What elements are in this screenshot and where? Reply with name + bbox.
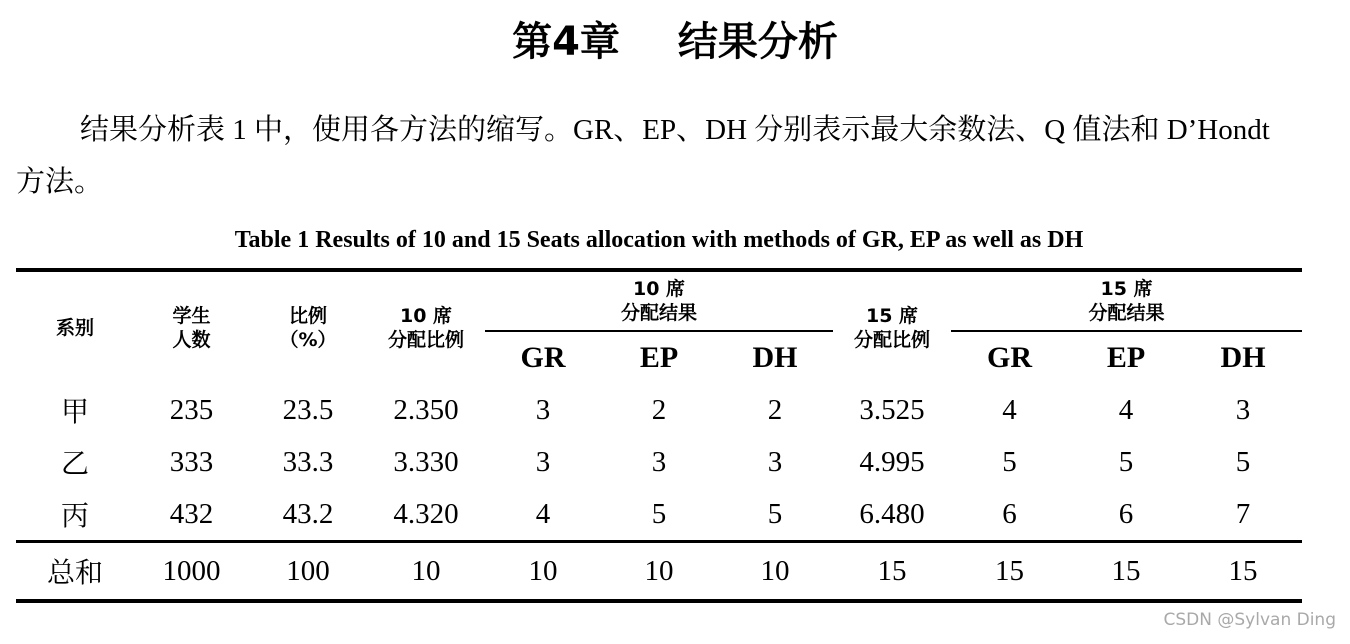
row-ep10: 5 — [651, 497, 667, 530]
subheader-ep-15: EP — [1106, 341, 1146, 374]
header-ratio15 — [833, 270, 951, 384]
total-students: 1000 — [162, 554, 221, 587]
subheader-ep-10: EP — [639, 341, 679, 374]
row-gr15: 4 — [1002, 393, 1017, 426]
row-dh10: 2 — [767, 393, 783, 426]
table-caption: Table 1 Results of 10 and 15 Seats allocation with methods of GR, EP as well as DH — [234, 227, 1084, 253]
subheader-gr-15: GR — [987, 341, 1033, 374]
header-dept: 系别 — [55, 317, 94, 339]
header-row — [16, 270, 1302, 331]
total-label: 总和 — [46, 556, 103, 589]
total-dh15: 15 — [1228, 554, 1258, 587]
row-dept: 甲 — [60, 395, 89, 428]
header-ratio — [249, 270, 367, 384]
row-ratio10: 4.320 — [393, 497, 459, 530]
row-dh10: 3 — [767, 445, 783, 478]
chapter-title: 结果分析 — [677, 19, 838, 65]
row-ratio15: 6.480 — [859, 497, 925, 530]
row-ep15: 6 — [1118, 497, 1134, 530]
subheader-dh-15: DH — [1220, 341, 1266, 374]
header-ratio10-text: 10 席 分配比例 — [387, 305, 464, 351]
total-row — [16, 542, 1302, 602]
row-ratio: 43.2 — [282, 497, 334, 530]
header-result10-text: 10 席 分配结果 — [621, 278, 698, 324]
chapter-heading — [0, 14, 1350, 70]
row-dh15: 3 — [1235, 393, 1251, 426]
header-result15-text: 15 席 分配结果 — [1088, 278, 1165, 324]
row-gr15: 5 — [1002, 445, 1017, 478]
row-ratio: 23.5 — [282, 393, 334, 426]
row-ratio10: 2.350 — [393, 393, 459, 426]
header-result10 — [485, 270, 833, 331]
row-students: 432 — [169, 497, 214, 530]
row-ratio15: 4.995 — [859, 445, 925, 478]
row-students: 235 — [169, 393, 214, 426]
total-ratio10: 10 — [411, 554, 441, 587]
row-gr10: 3 — [535, 445, 551, 478]
intro-paragraph: 结果分析表 1 中，使用各方法的缩写。GR、EP、DH 分别表示最大余数法、Q 值法和 D’Hondt 方法。 — [16, 114, 1270, 198]
row-dept: 乙 — [60, 447, 89, 480]
total-ratio15: 15 — [877, 554, 907, 587]
row-ep10: 3 — [651, 445, 667, 478]
chapter-number: 第4章 — [512, 19, 620, 65]
row-ratio15: 3.525 — [859, 393, 925, 426]
row-dh15: 7 — [1235, 497, 1251, 530]
row-gr10: 3 — [535, 393, 551, 426]
row-ratio10: 3.330 — [393, 445, 459, 478]
total-gr10: 10 — [528, 554, 558, 587]
subheader-gr-10: GR — [520, 341, 566, 374]
row-dh15: 5 — [1235, 445, 1251, 478]
row-dh10: 5 — [767, 497, 783, 530]
header-ratio15-text: 15 席 分配比例 — [854, 305, 931, 351]
row-students: 333 — [169, 445, 214, 478]
header-students — [134, 270, 249, 384]
row-dept: 丙 — [60, 499, 89, 532]
subheader-dh-10: DH — [752, 341, 798, 374]
table-row — [16, 436, 1302, 488]
header-ratio-text: 比例 （%） — [279, 305, 337, 351]
total-ep15: 15 — [1111, 554, 1141, 587]
row-gr15: 6 — [1002, 497, 1017, 530]
row-ratio: 33.3 — [282, 445, 334, 478]
row-gr10: 4 — [535, 497, 551, 530]
row-ep15: 4 — [1118, 393, 1134, 426]
header-result15 — [951, 270, 1302, 331]
total-gr15: 15 — [995, 554, 1025, 587]
row-ep10: 2 — [651, 393, 667, 426]
header-ratio10 — [367, 270, 485, 384]
results-table — [16, 268, 1302, 603]
total-dh10: 10 — [760, 554, 790, 587]
total-ratio: 100 — [286, 554, 330, 587]
total-ep10: 10 — [644, 554, 674, 587]
row-ep15: 5 — [1118, 445, 1134, 478]
table-row — [16, 384, 1302, 436]
watermark: CSDN @Sylvan Ding — [1163, 610, 1336, 630]
header-students-text: 学生 人数 — [172, 305, 211, 351]
table-row — [16, 488, 1302, 542]
